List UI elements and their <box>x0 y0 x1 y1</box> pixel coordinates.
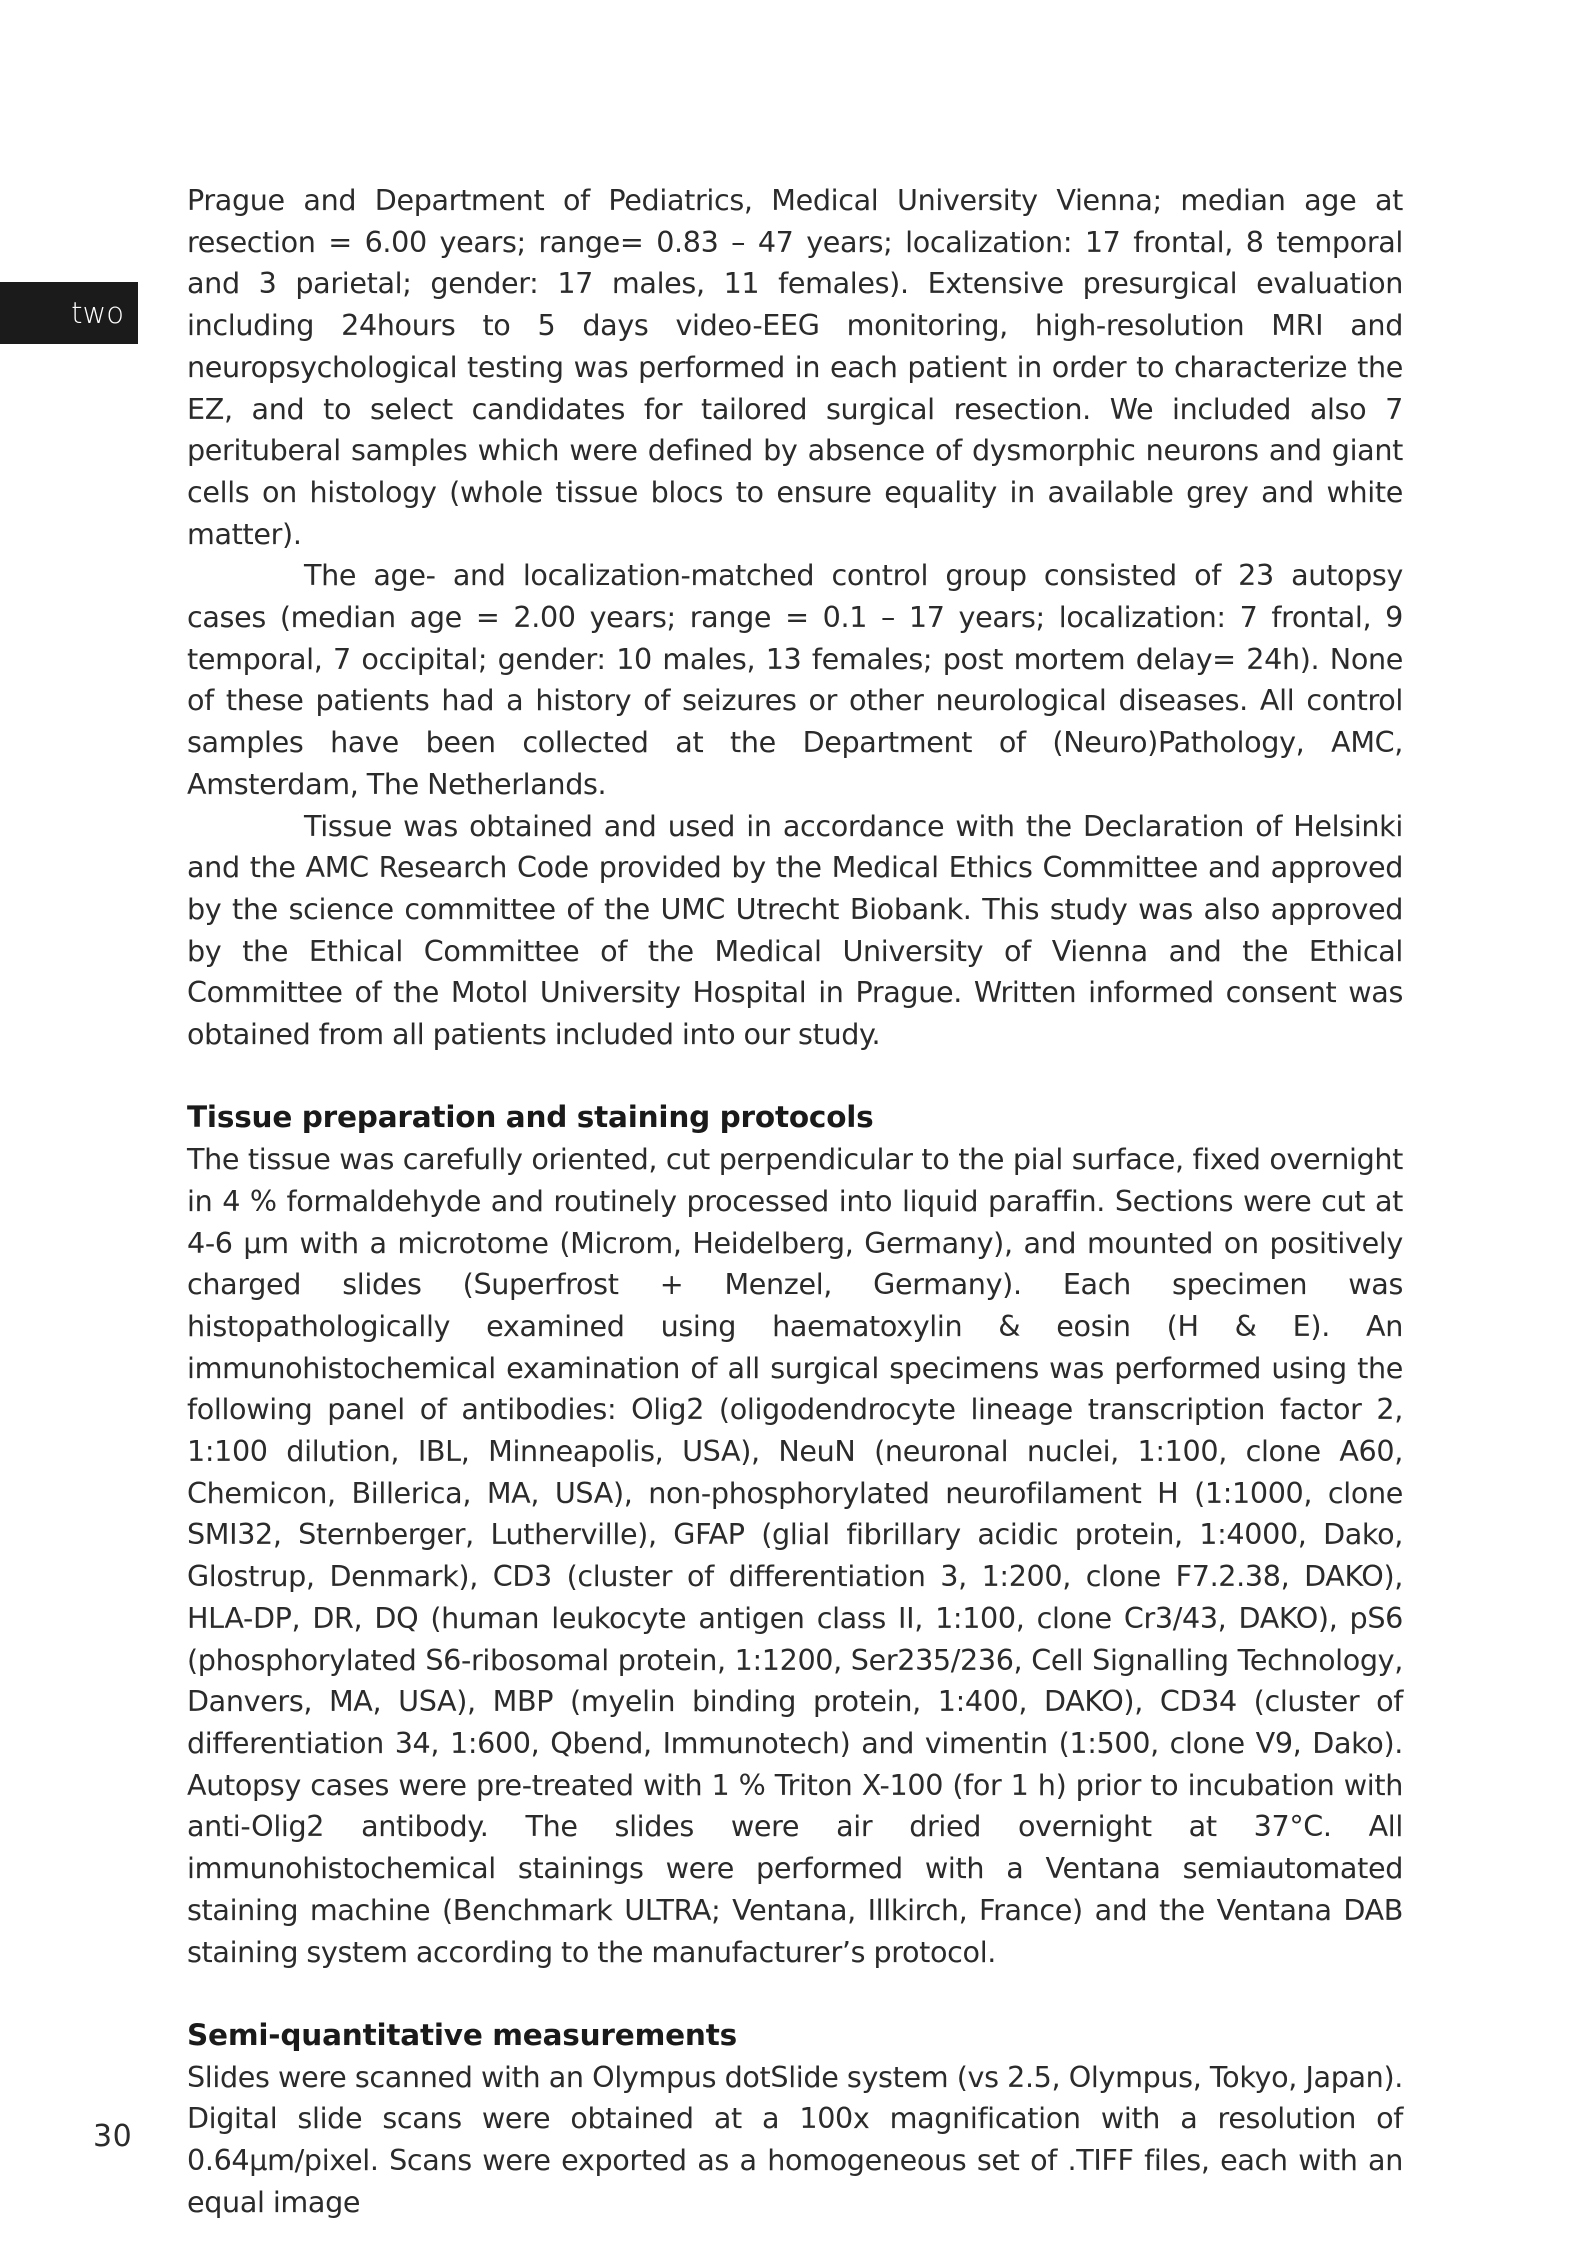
main-text <box>187 180 1403 2223</box>
paragraph-controls: The age- and localization-matched control group consisted of 23 autopsy cases (median age = 2.00 years; range = 0.1 – 17 years; localization: 7 frontal, 9 temporal, 7 occipital; gender: 10 males, 13 females; post mortem delay= 24h). None of these patients had a history of seizures or other neurological diseases. All control samples have been collected at the Department of (Neuro)Pathology, AMC, Amsterdam, The Netherlands. <box>187 558 1403 801</box>
paragraph-ethics: Tissue was obtained and used in accordance with the Declaration of Helsinki and the AMC Research Code provided by the Medical Ethics Committee and approved by the science committee of the UMC Utrecht Biobank. This study was also approved by the Ethical Committee of the Medical University of Vienna and the Ethical Committee of the Motol University Hospital in Prague. Written informed consent was obtained from all patients included into our study. <box>187 808 1403 1052</box>
paragraph-tissue-preparation: The tissue was carefully oriented, cut perpendicular to the pial surface, fixed overnight in 4 % formaldehyde and routinely processed into liquid paraffin. Sections were cut at 4-6 µm with a microtome (Microm, Heidelberg, Germany), and mounted on positively charged slides (Superfrost + Menzel, Germany). Each specimen was histopathologically examined using haematoxylin & eosin (H & E). An immunohistochemical examination of all surgical specimens was performed using the following panel of antibodies: Olig2 (oligodendrocyte lineage transcription factor 2, 1:100 dilution, IBL, Minneapolis, USA), NeuN (neuronal nuclei, 1:100, clone A60, Chemicon, Billerica, MA, USA), non-phosphorylated neurofilament H (1:1000, clone SMI32, Sternberger, Lutherville), GFAP (glial fibrillary acidic protein, 1:4000, Dako, Glostrup, Denmark), CD3 (cluster of differentiation 3, 1:200, clone F7.2.38, DAKO), HLA-DP, DR, DQ (human leukocyte antigen class II, 1:100, clone Cr3/43, DAKO), pS6 (phosphorylated S6-ribosomal protein, 1:1200, Ser235/236, Cell Signalling Technology, Danvers, MA, USA), MBP (myelin binding protein, 1:400, DAKO), CD34 (cluster of differentiation 34, 1:600, Qbend, Immunotech) and vimentin (1:500, clone V9, Dako). Autopsy cases were pre-treated with 1 % Triton X-100 (for 1 h) prior to incubation with anti-Olig2 antibody. The slides were air dried overnight at 37°C. All immunohistochemical stainings were performed with a Ventana semiautomated staining machine (Benchmark ULTRA; Ventana, Illkirch, France) and the Ventana DAB staining system according to the manufacturer’s protocol. <box>187 1142 1403 1969</box>
heading-tissue-preparation: Tissue preparation and staining protocols <box>187 1100 874 1135</box>
heading-semi-quantitative: Semi-quantitative measurements <box>187 2017 737 2052</box>
page-number: 30 <box>93 2119 133 2154</box>
chapter-tab: two <box>0 282 138 344</box>
paragraph-semi-quantitative: Slides were scanned with an Olympus dotSlide system (vs 2.5, Olympus, Tokyo, Japan). Digital slide scans were obtained at a 100x magnification with a resolution of 0.64µm/pixel. Scans were exported as a homogeneous set of .TIFF files, each with an equal image <box>187 2059 1403 2219</box>
paragraph-patients: Prague and Department of Pediatrics, Medical University Vienna; median age at resection = 6.00 years; range= 0.83 – 47 years; localization: 17 frontal, 8 temporal and 3 parietal; gender: 17 males, 11 females). Extensive presurgical evaluation including 24hours to 5 days video-EEG monitoring, high-resolution MRI and neuropsychological testing was performed in each patient in order to characterize the EZ, and to select candidates for tailored surgical resection. We included also 7 perituberal samples which were defined by absence of dysmorphic neurons and giant cells on histology (whole tissue blocs to ensure equality in available grey and white matter). <box>187 183 1403 551</box>
